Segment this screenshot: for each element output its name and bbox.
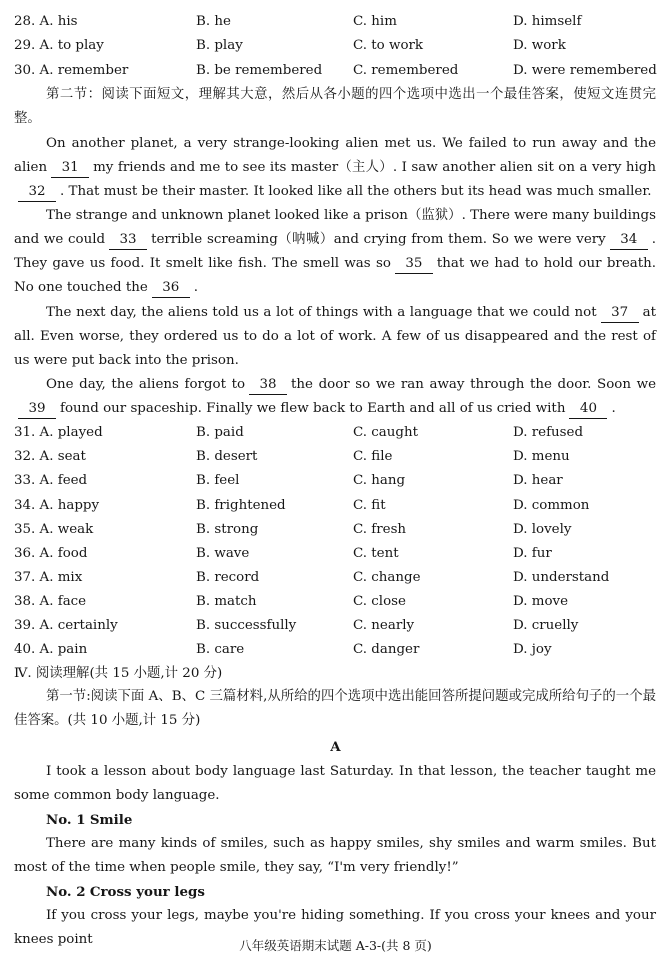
option-a: 40. A. pain — [14, 642, 88, 657]
blank-39: 39 — [18, 400, 56, 419]
page-footer: 八年级英语期末试题 A-3-(共 8 页) — [239, 938, 432, 953]
option-a: 32. A. seat — [14, 449, 86, 464]
cloze-text: . That must be their master. It looked like all the others but its head was much smaller. — [60, 184, 652, 199]
option-d: D. fur — [513, 546, 552, 561]
option-a: 34. A. happy — [14, 498, 100, 513]
cloze-text: . — [611, 401, 616, 416]
option-d: D. menu — [513, 449, 570, 464]
option-a: 38. A. face — [14, 594, 87, 609]
option-c: C. change — [353, 570, 421, 585]
cloze-text: my friends and me to see its master（主人）. I saw another alien sit on a very high — [93, 160, 656, 175]
option-b: B. match — [196, 594, 257, 609]
option-row-38 — [0, 592, 671, 612]
option-d: D. were remembered — [513, 63, 657, 78]
option-c: C. to work — [353, 38, 424, 53]
passage-title: A — [330, 739, 341, 755]
option-row-40 — [0, 640, 671, 660]
cloze-text: The next day, the aliens told us a lot of things with a language that we could not — [46, 305, 597, 320]
option-row-35 — [0, 520, 671, 540]
passage-paragraph-3: If you cross your legs, maybe you're hiding something. If you cross your knees and your knees point — [14, 908, 656, 947]
option-row-39 — [0, 616, 671, 636]
cloze-text: the door so we ran away through the door. Soon we — [291, 377, 656, 392]
option-c: C. caught — [353, 425, 418, 440]
option-b: B. care — [196, 642, 245, 657]
cloze-text: that we had to hold our breath. No one touched the — [14, 256, 656, 295]
cloze-text: at all. Even worse, they ordered us to do a lot of work. A few of us disappeared and the rest of us were put back into the prison. — [14, 305, 656, 368]
option-d: D. understand — [513, 570, 610, 585]
cloze-paragraph-4 — [14, 373, 656, 421]
option-a: 28. A. his — [14, 14, 78, 29]
option-a: 39. A. certainly — [14, 618, 118, 633]
option-c: C. fit — [353, 498, 386, 513]
cloze-paragraph-3 — [14, 301, 656, 373]
option-row-36 — [0, 544, 671, 564]
blank-33: 33 — [109, 231, 147, 250]
part4-instruction: 第一节:阅读下面 A、B、C 三篇材料,从所给的四个选项中选出能回答所提问题或完成所给句子的一个最佳答案。(共 10 小题,计 15 分) — [14, 689, 656, 728]
blank-32: 32 — [18, 183, 56, 202]
option-b: B. paid — [196, 425, 244, 440]
option-a: 36. A. food — [14, 546, 88, 561]
option-c: C. remembered — [353, 63, 459, 78]
cloze-text: The strange and unknown planet looked like a prison（监狱）. There were many buildings and we could — [14, 208, 656, 247]
option-c: C. fresh — [353, 522, 407, 537]
option-c: C. file — [353, 449, 393, 464]
subheading-number: No. 2 — [46, 884, 86, 900]
blank-38: 38 — [249, 376, 287, 395]
option-b: B. desert — [196, 449, 258, 464]
option-d: D. refused — [513, 425, 584, 440]
blank-37: 37 — [601, 304, 639, 323]
cloze-paragraph-1 — [14, 132, 656, 204]
option-a: 37. A. mix — [14, 570, 83, 585]
section2-instruction: 第二节：阅读下面短文，理解其大意，然后从各小题的四个选项中选出一个最佳答案，使短文连贯完整。 — [14, 87, 656, 126]
option-a: 30. A. remember — [14, 63, 129, 78]
blank-31: 31 — [51, 159, 89, 178]
option-d: D. move — [513, 594, 569, 609]
passage-subheading-1 — [14, 808, 656, 833]
cloze-text: terrible screaming（呐喊）and crying from them. So we were very — [151, 232, 606, 247]
blank-35: 35 — [395, 255, 433, 274]
option-d: D. hear — [513, 473, 563, 488]
option-c: C. nearly — [353, 618, 415, 633]
passage-paragraph-1: I took a lesson about body language last Saturday. In that lesson, the teacher taught me some common body language. — [14, 764, 656, 803]
option-c: C. hang — [353, 473, 406, 488]
cloze-text: One day, the aliens forgot to — [46, 377, 246, 392]
option-a: 29. A. to play — [14, 38, 104, 53]
option-d: D. common — [513, 498, 590, 513]
option-b: B. record — [196, 570, 260, 585]
option-b: B. frightened — [196, 498, 286, 513]
option-d: D. work — [513, 38, 566, 53]
option-b: B. successfully — [196, 618, 297, 633]
cloze-text: On another planet, a very strange-looking alien met us. We failed to run away and the alien — [14, 136, 656, 175]
option-b: B. he — [196, 14, 231, 29]
option-row-31 — [0, 423, 671, 443]
option-c: C. close — [353, 594, 406, 609]
option-c: C. tent — [353, 546, 399, 561]
passage-subheading-2 — [14, 880, 656, 905]
option-b: B. play — [196, 38, 243, 53]
option-b: B. strong — [196, 522, 259, 537]
option-d: D. lovely — [513, 522, 572, 537]
option-row-32 — [0, 447, 671, 467]
subheading-text: Cross your legs — [89, 884, 205, 900]
option-row-34 — [0, 496, 671, 516]
option-row-37 — [0, 568, 671, 588]
passage-paragraph-2: There are many kinds of smiles, such as happy smiles, shy smiles and warm smiles. But most of the time when people smile, they say, “I'm very friendly!” — [14, 836, 656, 875]
option-a: 33. A. feed — [14, 473, 88, 488]
blank-36: 36 — [152, 279, 190, 298]
part4-heading: Ⅳ. 阅读理解(共 15 小题,计 20 分) — [14, 666, 223, 681]
cloze-text: . — [193, 280, 199, 295]
option-b: B. be remembered — [196, 63, 323, 78]
option-row-33 — [0, 471, 671, 491]
cloze-text: found our spaceship. Finally we flew back to Earth and all of us cried with — [60, 401, 566, 416]
option-c: C. him — [353, 14, 397, 29]
option-d: D. cruelly — [513, 618, 579, 633]
option-d: D. himself — [513, 14, 582, 29]
option-c: C. danger — [353, 642, 420, 657]
cloze-text: . They gave us food. It smelt like fish. The smell was so — [14, 232, 656, 271]
option-row-29 — [0, 36, 671, 56]
blank-34: 34 — [610, 231, 648, 250]
blank-40: 40 — [569, 400, 607, 419]
cloze-paragraph-2 — [14, 204, 656, 300]
option-row-30 — [0, 61, 671, 81]
subheading-text: Smile — [89, 812, 133, 828]
option-d: D. joy — [513, 642, 552, 657]
option-b: B. wave — [196, 546, 250, 561]
subheading-number: No. 1 — [46, 812, 86, 828]
option-row-28 — [0, 12, 671, 32]
option-a: 35. A. weak — [14, 522, 94, 537]
option-a: 31. A. played — [14, 425, 103, 440]
option-b: B. feel — [196, 473, 240, 488]
